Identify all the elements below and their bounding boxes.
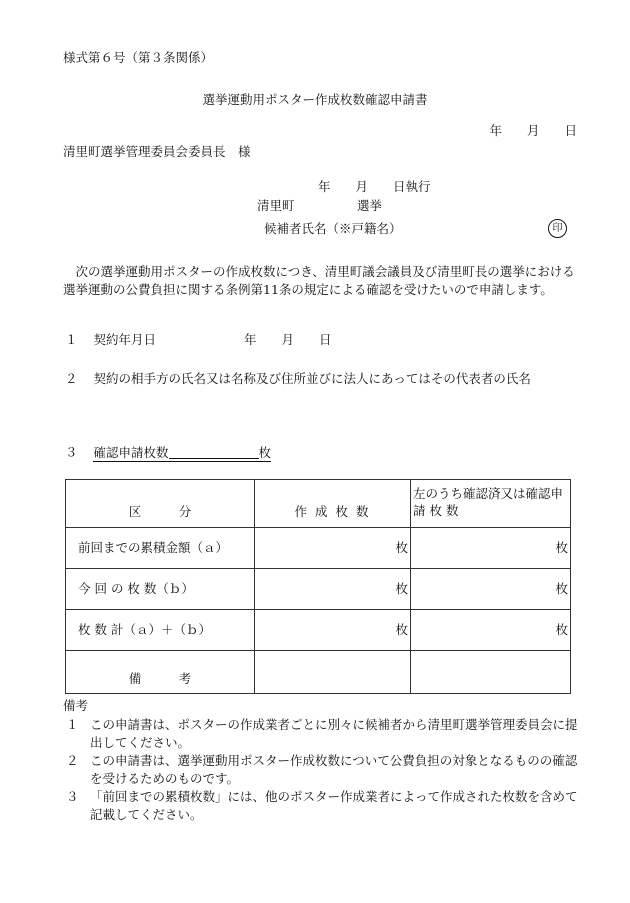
confirmed-count-cell[interactable]: 枚 (411, 528, 571, 569)
item-label: 確認申請枚数 枚 (93, 444, 272, 460)
table-header: 左のうち確認済又は確認申 請 枚 数 (411, 480, 571, 528)
seal-mark: 印 (548, 219, 567, 238)
body-indent (63, 264, 76, 279)
item-number: １ (65, 332, 78, 347)
table-header-row (66, 480, 571, 528)
item-label: 契約年月日 (93, 332, 156, 347)
note-number: ２ (66, 753, 79, 768)
created-count-cell[interactable]: 枚 (255, 569, 411, 610)
created-count-cell[interactable]: 枚 (255, 528, 411, 569)
body-paragraph (63, 263, 578, 299)
confirmed-count-cell[interactable]: 枚 (411, 569, 571, 610)
note-item (66, 788, 586, 824)
remarks-cell[interactable] (255, 651, 411, 694)
election-line: 清里町 選挙 (257, 198, 383, 213)
body-text: 次の選挙運動用ポスターの作成枚数につき、清里町議会議員及び清里町長の選挙における選挙運動の公費負担に関する条例第11条の規定による確認を受けたいので申請します。 (63, 264, 575, 297)
row-label: 前回までの累積金額（ａ） (66, 528, 255, 569)
table-row (66, 610, 571, 651)
row-label: 備 考 (66, 651, 255, 694)
item-number: ３ (65, 444, 78, 460)
note-text: この申請書は、選挙運動用ポスター作成枚数について公費負担の対象となるものの確認を受けるためのものです。 (90, 753, 578, 786)
execution-date: 年 月 日執行 (318, 179, 431, 194)
item-unit: 枚 (258, 444, 272, 460)
table-row (66, 569, 571, 610)
count-blank[interactable] (169, 446, 259, 459)
candidate-name-label: 候補者氏名（※戸籍名） (264, 221, 402, 236)
table-row (66, 528, 571, 569)
remarks-cell[interactable] (411, 651, 571, 694)
item-number: ２ (65, 371, 78, 386)
item-contract-date (65, 334, 331, 347)
item-value: 年 月 日 (243, 332, 332, 347)
row-label: 枚 数 計（ａ）＋（ｂ） (66, 610, 255, 651)
item-contractor (65, 373, 531, 386)
form-number: 様式第６号（第３条関係） (63, 50, 214, 65)
note-number: １ (66, 717, 79, 732)
note-number: ３ (66, 789, 79, 804)
recipient: 清里町選挙管理委員会委員長 様 (63, 144, 251, 159)
note-text: 「前回までの累積枚数」には、他のポスター作成業者によって作成された枚数を含めて記載してください。 (90, 789, 578, 822)
table-header: 区 分 (66, 480, 255, 528)
application-date: 年 月 日 (489, 123, 577, 138)
table-row (66, 651, 571, 694)
row-label: 今 回 の 枚 数（ｂ） (66, 569, 255, 610)
count-table (65, 479, 571, 694)
table-header: 作 成 枚 数 (255, 480, 411, 528)
notes-title: 備考 (63, 698, 89, 713)
item-request-count (65, 446, 271, 459)
note-text: この申請書は、ポスターの作成業者ごとに別々に候補者から清里町選挙管理委員会に提出してください。 (90, 717, 578, 750)
item-label: 契約の相手方の氏名又は名称及び住所並びに法人にあってはその代表者の氏名 (93, 371, 531, 386)
note-item (66, 752, 586, 788)
note-item (66, 716, 586, 752)
confirmed-count-cell[interactable]: 枚 (411, 610, 571, 651)
created-count-cell[interactable]: 枚 (255, 610, 411, 651)
document-title: 選挙運動用ポスター作成枚数確認申請書 (202, 92, 428, 107)
